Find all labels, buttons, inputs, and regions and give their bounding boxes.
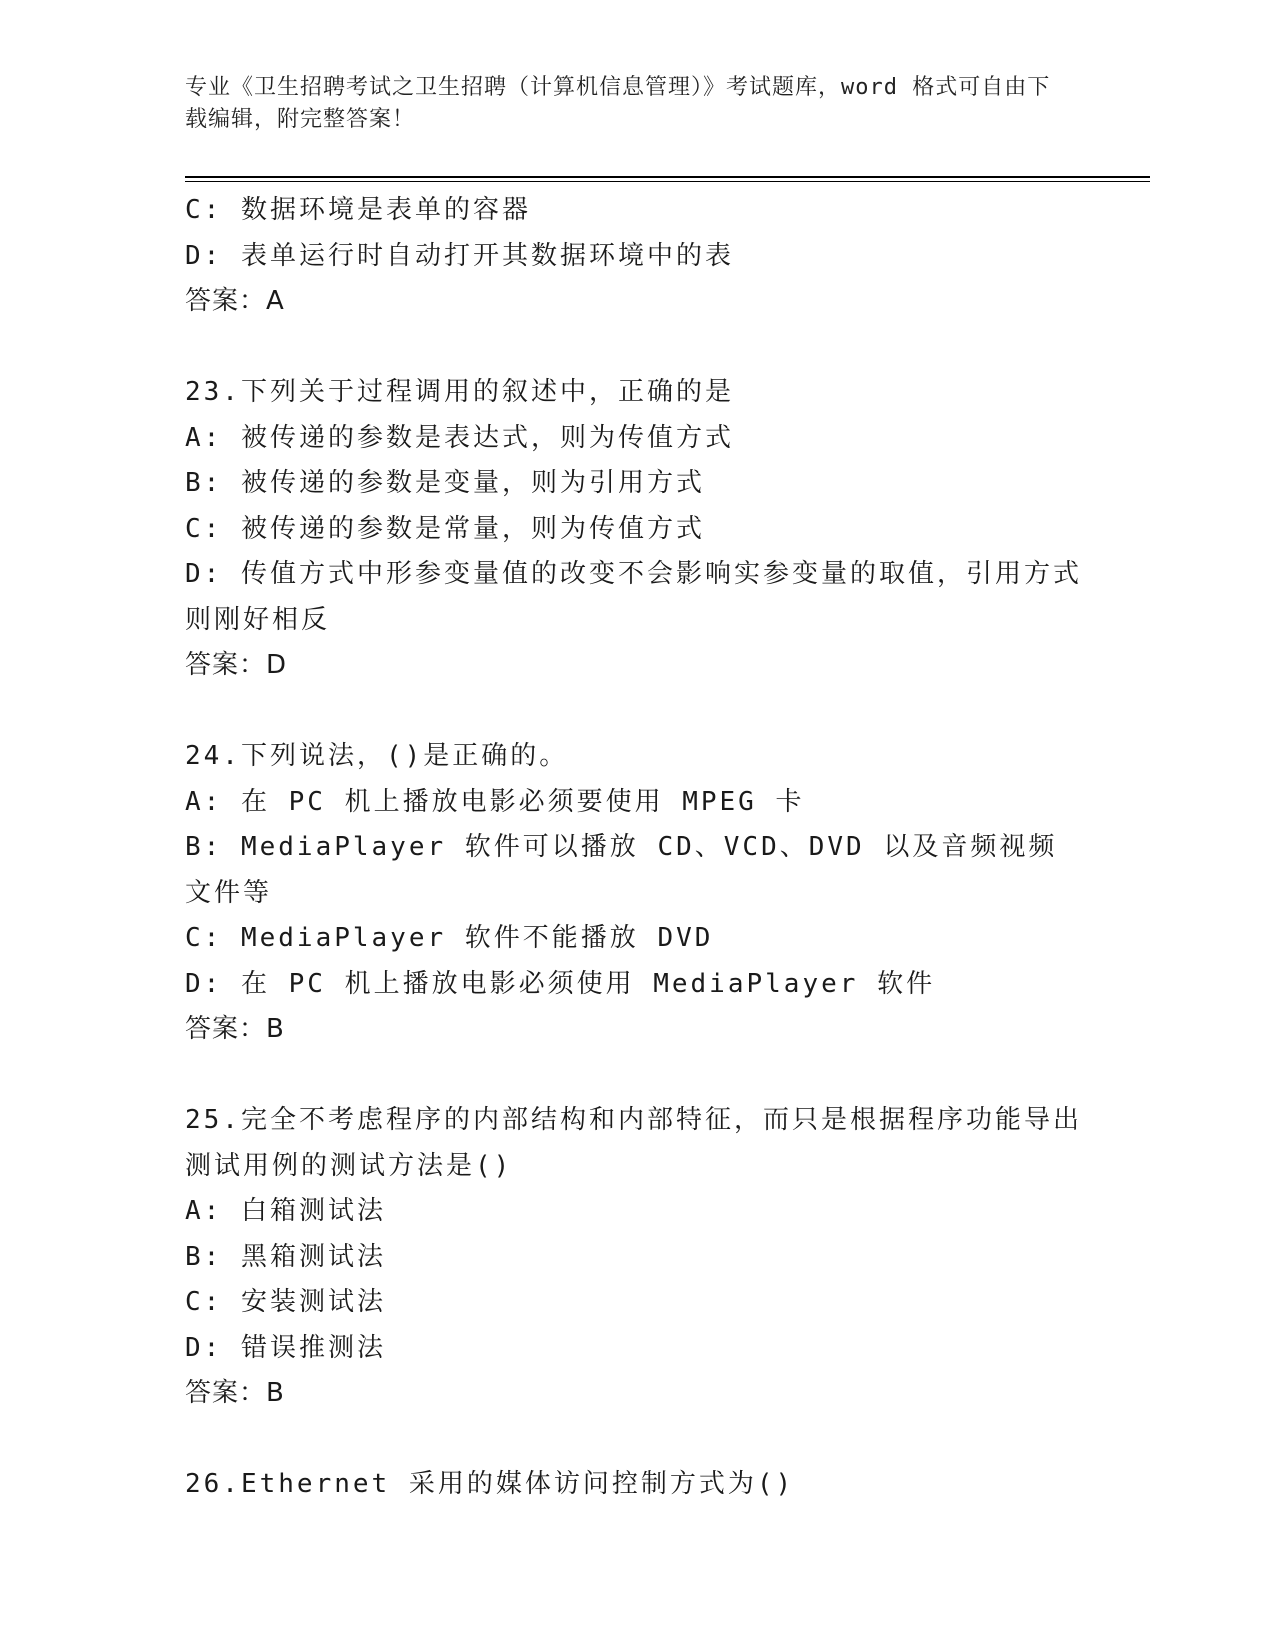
question-25	[185, 1098, 1085, 1417]
question-stem: 24.下列说法，()是正确的。	[185, 741, 569, 771]
option-c: C: 数据环境是表单的容器	[185, 195, 531, 225]
option-d: D: 表单运行时自动打开其数据环境中的表	[185, 240, 734, 271]
option-c: C: MediaPlayer 软件不能播放 DVD	[185, 923, 714, 953]
option-c: C: 安装测试法	[185, 1287, 386, 1317]
question-stem: 25.完全不考虑程序的内部结构和内部特征，而只是根据程序功能导出测试用例的测试方法是()	[185, 1105, 1082, 1181]
option-c: C: 被传递的参数是常量，则为传值方式	[185, 513, 705, 544]
answer: 答案：B	[185, 1014, 285, 1044]
answer: 答案：D	[185, 650, 288, 680]
option-a: A: 白箱测试法	[185, 1196, 386, 1226]
option-a: A: 在 PC 机上播放电影必须要使用 MPEG 卡	[185, 786, 805, 817]
answer: 答案：A	[185, 286, 285, 316]
question-23	[185, 370, 1085, 689]
option-d: D: 传值方式中形参变量值的改变不会影响实参变量的取值，引用方式则刚好相反	[185, 559, 1082, 635]
spacer	[185, 689, 1085, 735]
option-b: B: MediaPlayer 软件可以播放 CD、VCD、DVD 以及音频视频文件等	[185, 832, 1058, 908]
header-rule-thin	[185, 181, 1150, 182]
question-list	[185, 188, 1085, 1508]
option-d: D: 错误推测法	[185, 1332, 386, 1363]
document-header: 专业《卫生招聘考试之卫生招聘（计算机信息管理）》考试题库，word 格式可自由下载编辑，附完整答案！	[185, 75, 1051, 132]
question-stem: 23.下列关于过程调用的叙述中，正确的是	[185, 377, 734, 407]
question-26	[185, 1462, 1085, 1508]
option-a: A: 被传递的参数是表达式，则为传值方式	[185, 422, 734, 453]
spacer	[185, 1417, 1085, 1463]
option-d: D: 在 PC 机上播放电影必须使用 MediaPlayer 软件	[185, 968, 936, 999]
question-22-continued	[185, 188, 1085, 325]
question-24	[185, 734, 1085, 1053]
spacer	[185, 325, 1085, 371]
answer: 答案：B	[185, 1378, 285, 1408]
header-rule-thick	[185, 176, 1150, 178]
spacer	[185, 1053, 1085, 1099]
option-b: B: 黑箱测试法	[185, 1241, 386, 1272]
option-b: B: 被传递的参数是变量，则为引用方式	[185, 468, 705, 498]
question-stem: 26.Ethernet 采用的媒体访问控制方式为()	[185, 1469, 795, 1499]
